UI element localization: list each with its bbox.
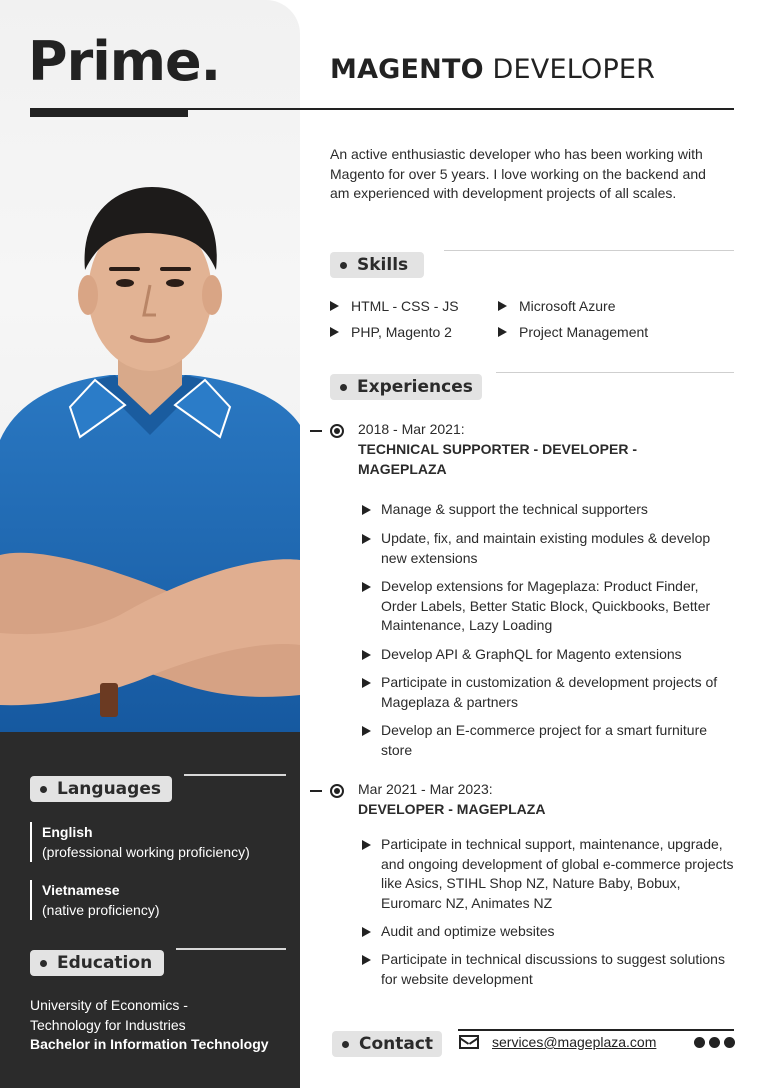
experiences-rule <box>496 372 734 373</box>
bullet-dot-icon <box>40 786 47 793</box>
brand-underline <box>30 110 188 117</box>
language-level: (native proficiency) <box>42 902 160 918</box>
skill-item <box>498 298 615 314</box>
bullet-text: Participate in customization & development projects of Mageplaza & partners <box>381 674 718 710</box>
timeline-dash <box>310 790 322 792</box>
job-title <box>330 54 655 85</box>
bullet-text: Participate in technical support, maintenance, upgrade, and ongoing development of global e-commerce projects like Asics, STIHL Shop NZ, Nature Baby, Bobux, Euromarc NZ, Animates NZ <box>381 836 734 911</box>
language-name: English <box>42 824 93 840</box>
skill-item <box>330 324 452 340</box>
timeline-dot-icon <box>330 784 344 798</box>
bullet-text: Develop API & GraphQL for Magento extensions <box>381 646 682 662</box>
job-title-bold: MAGENTO <box>330 54 484 85</box>
bullet-dot-icon <box>340 384 347 391</box>
skill-item <box>330 298 459 314</box>
experience-bullet <box>362 645 734 665</box>
education-info <box>30 996 269 1055</box>
bullet-dot-icon <box>340 262 347 269</box>
skill-label: PHP, Magento 2 <box>351 324 452 340</box>
triangle-bullet-icon <box>362 650 371 660</box>
languages-heading-label: Languages <box>57 779 161 799</box>
contact-email-link[interactable]: services@mageplaza.com <box>492 1034 657 1050</box>
experience-bullet <box>362 721 734 760</box>
experience-bullet <box>362 835 734 913</box>
contact-heading <box>332 1031 442 1057</box>
skills-heading <box>330 252 424 278</box>
experience-bullet <box>362 950 734 989</box>
education-degree: Bachelor in Information Technology <box>30 1036 269 1052</box>
triangle-bullet-icon <box>330 327 339 337</box>
education-heading <box>30 950 164 976</box>
triangle-bullet-icon <box>362 927 371 937</box>
timeline-dot-icon <box>330 424 344 438</box>
bullet-text: Audit and optimize websites <box>381 923 555 939</box>
contact-heading-label: Contact <box>359 1034 434 1054</box>
triangle-bullet-icon <box>362 678 371 688</box>
skill-item <box>498 324 648 340</box>
experience-bullet <box>362 922 734 942</box>
bullet-dot-icon <box>40 960 47 967</box>
mail-icon <box>459 1035 479 1049</box>
languages-rule <box>184 774 286 776</box>
experiences-heading-label: Experiences <box>357 377 473 397</box>
triangle-bullet-icon <box>362 505 371 515</box>
triangle-bullet-icon <box>362 726 371 736</box>
job-title-rest: DEVELOPER <box>483 54 656 85</box>
brand-logo: Prime. <box>28 30 221 93</box>
bullet-text: Participate in technical discussions to suggest solutions for website development <box>381 951 725 987</box>
experience-bullet <box>362 577 734 636</box>
education-school-line1: University of Economics - <box>30 997 188 1013</box>
experience-bullet <box>362 529 734 568</box>
skills-rule <box>444 250 734 251</box>
bullet-text: Develop extensions for Mageplaza: Product Finder, Order Labels, Better Static Block, Quickbooks, Better Maintenance, Lazy Loading <box>381 578 711 633</box>
experience-role: TECHNICAL SUPPORTER - DEVELOPER - MAGEPLAZA <box>358 441 637 477</box>
profile-photo <box>0 175 300 732</box>
triangle-bullet-icon <box>362 955 371 965</box>
skill-label: Project Management <box>519 324 649 340</box>
education-heading-label: Education <box>57 953 153 973</box>
languages-heading <box>30 776 172 802</box>
skill-label: Microsoft Azure <box>519 298 616 314</box>
education-rule <box>176 948 286 950</box>
header-rule <box>30 108 734 110</box>
triangle-bullet-icon <box>362 840 371 850</box>
triangle-bullet-icon <box>362 534 371 544</box>
language-level: (professional working proficiency) <box>42 844 250 860</box>
experience-bullet <box>362 500 734 520</box>
language-name: Vietnamese <box>42 882 120 898</box>
language-vietnamese <box>30 880 160 920</box>
skills-heading-label: Skills <box>357 255 409 275</box>
bullet-text: Develop an E-commerce project for a smart furniture store <box>381 722 708 758</box>
contact-rule <box>458 1029 734 1031</box>
triangle-bullet-icon <box>330 301 339 311</box>
experience-date: Mar 2021 - Mar 2023: <box>358 781 493 797</box>
experience-date: 2018 - Mar 2021: <box>358 421 465 437</box>
summary: An active enthusiastic developer who has been working with Magento for over 5 years. I love working on the backend and am experienced with development projects of all scales. <box>330 146 706 201</box>
timeline-dash <box>310 430 322 432</box>
bullet-text: Manage & support the technical supporters <box>381 501 648 517</box>
more-dots-icon <box>694 1037 735 1048</box>
experiences-heading <box>330 374 482 400</box>
triangle-bullet-icon <box>498 301 507 311</box>
education-school-line2: Technology for Industries <box>30 1016 186 1033</box>
experience-role: DEVELOPER - MAGEPLAZA <box>358 801 546 817</box>
bullet-dot-icon <box>342 1041 349 1048</box>
experience-bullet <box>362 673 734 712</box>
language-english <box>30 822 250 862</box>
triangle-bullet-icon <box>498 327 507 337</box>
bullet-text: Update, fix, and maintain existing modules & develop new extensions <box>381 530 711 566</box>
skill-label: HTML - CSS - JS <box>351 298 459 314</box>
triangle-bullet-icon <box>362 582 371 592</box>
